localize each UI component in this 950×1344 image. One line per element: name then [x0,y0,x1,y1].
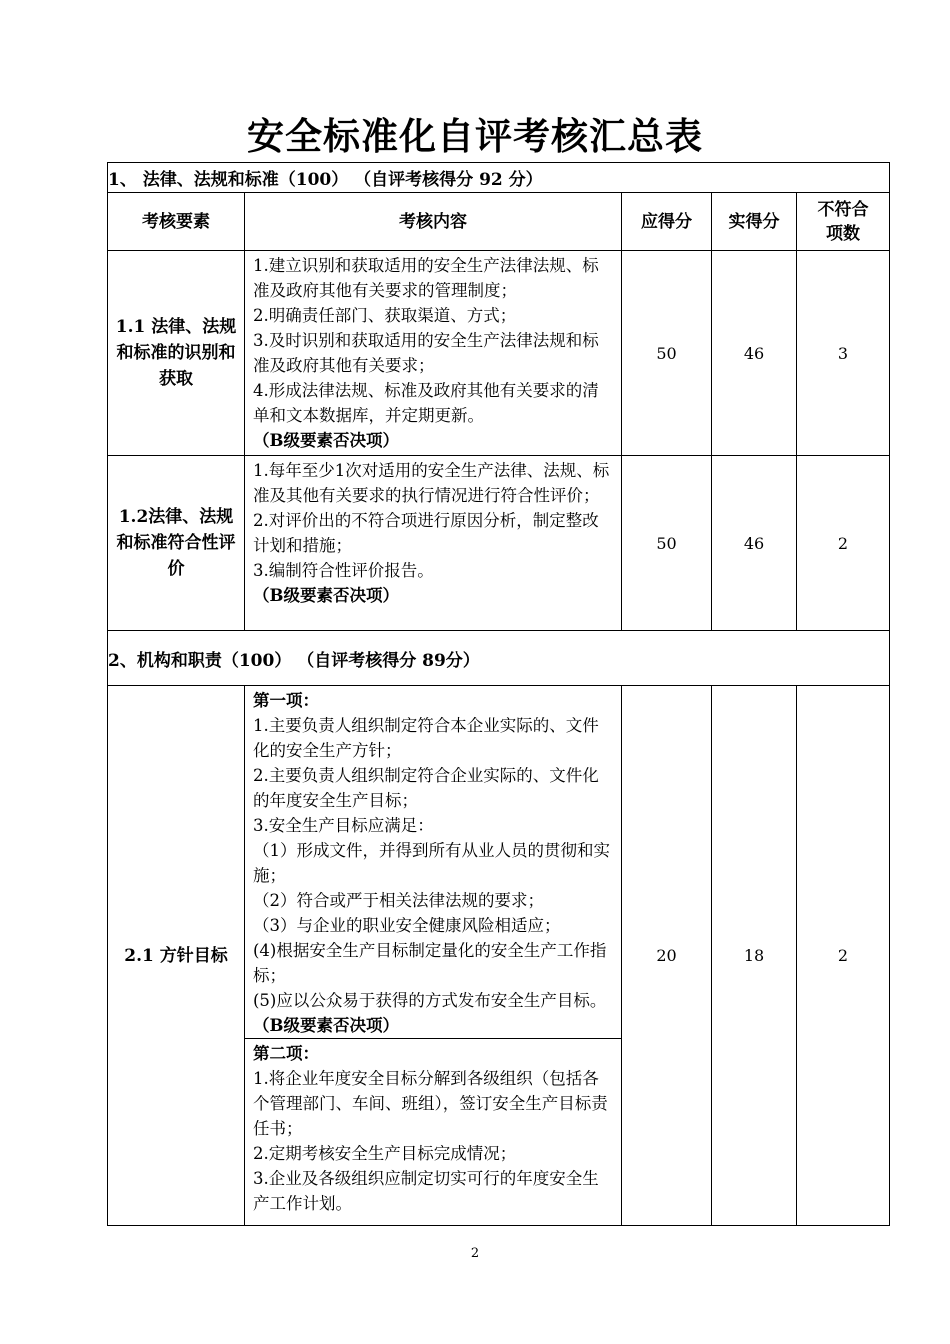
content-line: 1.每年至少1次对适用的安全生产法律、法规、标准及其他有关要求的执行情况进行符合性评价； [253,461,610,505]
content-line: 2.明确责任部门、获取渠道、方式； [253,306,517,325]
part-2-title: 第二项： [253,1044,319,1063]
content-cell [245,456,622,631]
due-score: 50 [622,251,712,456]
col-content-header: 考核内容 [245,193,622,251]
section-heading [108,163,890,193]
actual-score: 46 [712,456,797,631]
content-line: 2.定期考核安全生产目标完成情况； [253,1144,517,1163]
veto-note: （B级要素否决项） [253,431,399,450]
content-cell [245,251,622,456]
content-line: 2.主要负责人组织制定符合企业实际的、文件化的年度安全生产目标； [253,766,599,810]
content-line [253,988,615,1038]
content-line: 3.及时识别和获取适用的安全生产法律法规和标准及政府其他有关要求； [253,331,599,375]
element-cell: 1.1 法律、法规和标准的识别和获取 [108,251,245,456]
section-heading [108,631,890,686]
content-line: （1）形成文件，并得到所有从业人员的贯彻和实施； [253,841,610,885]
col-element-header: 考核要素 [108,193,245,251]
element-cell: 2.1 方针目标 [108,686,245,1226]
content-text: (5)应以公众易于获得的方式发布安全生产目标。 [253,991,607,1010]
due-score: 50 [622,456,712,631]
due-score: 20 [622,686,712,1226]
content-cell [245,686,622,1226]
veto-note: （B级要素否决项） [253,586,399,605]
column-header-row [108,193,890,251]
content-line: 2.对评价出的不符合项进行原因分析，制定整改计划和措施； [253,511,599,555]
col-nonconformities-header [797,193,890,251]
content-line: 3.安全生产目标应满足： [253,816,434,835]
content-line: 1.主要负责人组织制定符合本企业实际的、文件化的安全生产方针； [253,716,599,760]
page-number: 2 [470,1246,480,1261]
veto-note: （B级要素否决项） [253,1016,399,1035]
section-2-heading: 2、机构和职责（100） （自评考核得分 89分） [108,631,890,686]
content-line: （2）符合或严于相关法律法规的要求； [253,891,544,910]
actual-score: 18 [712,686,797,1226]
content-line: 1.建立识别和获取适用的安全生产法律法规、标准及政府其他有关要求的管理制度； [253,256,599,300]
nonconformity-count: 3 [797,251,890,456]
table-row [108,456,890,631]
content-line: 3.编制符合性评价报告。 [253,561,434,580]
document-title: 安全标准化自评考核汇总表 [247,114,703,158]
element-cell: 1.2法律、法规和标准符合性评价 [108,456,245,631]
nonconformity-count: 2 [797,456,890,631]
section-1-heading: 1、 法律、法规和标准（100） （自评考核得分 92 分） [108,163,890,193]
nonconformity-count: 2 [797,686,890,1226]
content-line: 3.企业及各级组织应制定切实可行的年度安全生产工作计划。 [253,1169,599,1213]
actual-score: 46 [712,251,797,456]
content-line: 4.形成法律法规、标准及政府其他有关要求的清单和文本数据库，并定期更新。 [253,381,599,425]
assessment-table [107,162,890,1226]
content-line: （3）与企业的职业安全健康风险相适应； [253,916,561,935]
part-2-block [245,1038,621,1218]
col-nonconformities-line1: 不符合 [817,199,869,220]
part-1-title: 第一项： [253,691,319,710]
content-line: 1.将企业年度安全目标分解到各级组织（包括各个管理部门、车间、班组），签订安全生产目标责任书； [253,1069,608,1138]
content-line: (4)根据安全生产目标制定量化的安全生产工作指标； [253,941,607,985]
table-row [108,251,890,456]
col-due-header: 应得分 [622,193,712,251]
table-row [108,686,890,1226]
col-actual-header: 实得分 [712,193,797,251]
col-nonconformities-line2: 项数 [826,223,861,244]
